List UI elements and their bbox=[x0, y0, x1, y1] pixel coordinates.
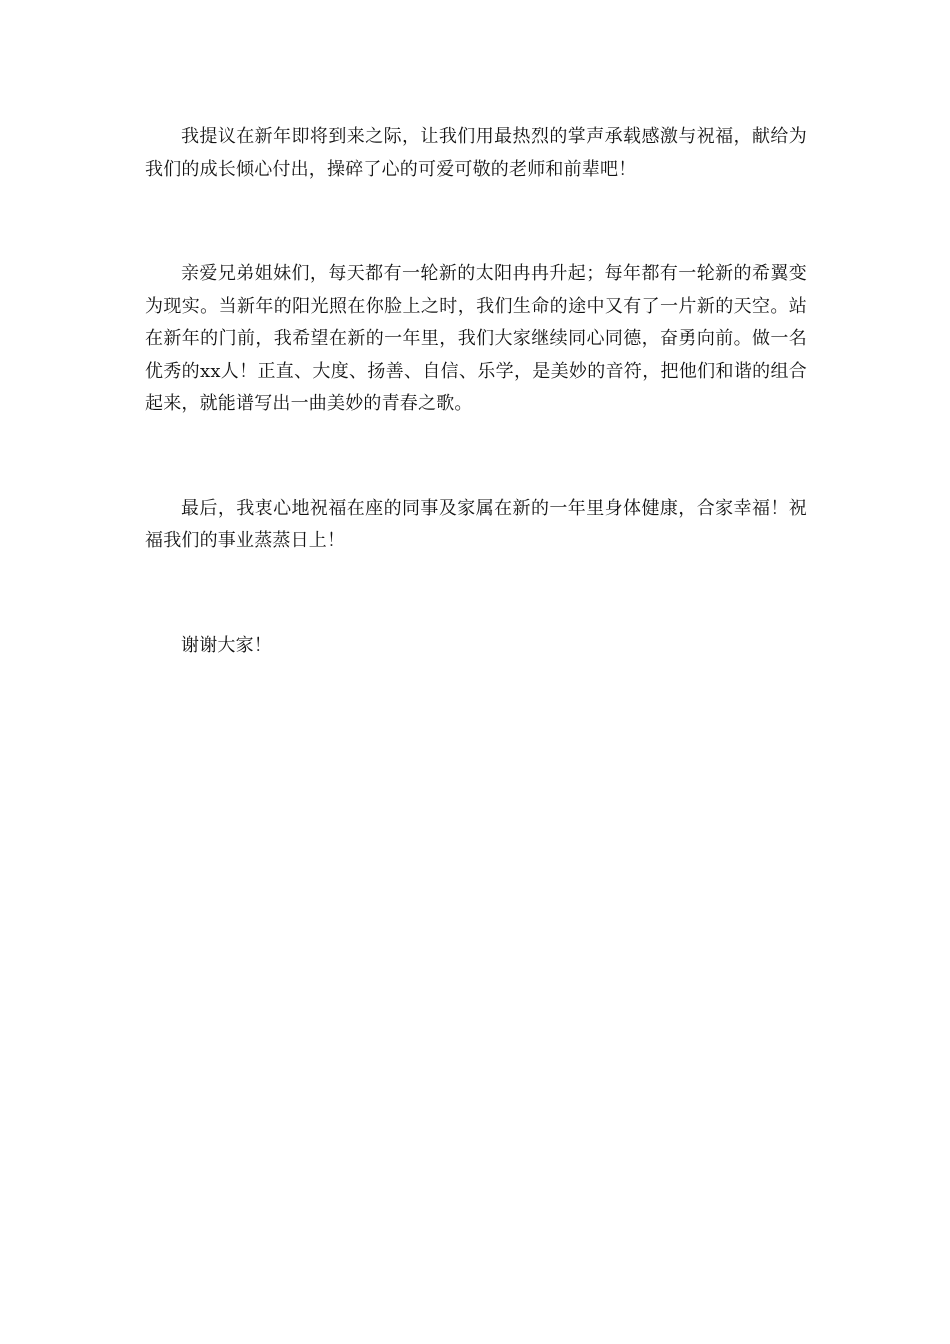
document-body bbox=[145, 121, 807, 662]
paragraph-toast: 我提议在新年即将到来之际，让我们用最热烈的掌声承载感激与祝福，献给为我们的成长倾心付出，操碎了心的可爱可敬的老师和前辈吧！ bbox=[145, 126, 807, 180]
paragraph-thanks: 谢谢大家！ bbox=[181, 634, 272, 656]
paragraph-new-year-wishes: 亲爱兄弟姐妹们，每天都有一轮新的太阳冉冉升起；每年都有一轮新的希翼变为现实。当新年的阳光照在你脸上之时，我们生命的途中又有了一片新的天空。站在新年的门前，我希望在新的一年里，我们大家继续同心同德，奋勇向前。做一名优秀的xx人！正直、大度、扬善、自信、乐学，是美妙的音符，把他们和谐的组合起来，就能谱写出一曲美妙的青春之歌。 bbox=[145, 263, 807, 414]
paragraph-blessing: 最后，我衷心地祝福在座的同事及家属在新的一年里身体健康，合家幸福！祝福我们的事业蒸蒸日上！ bbox=[145, 497, 807, 551]
